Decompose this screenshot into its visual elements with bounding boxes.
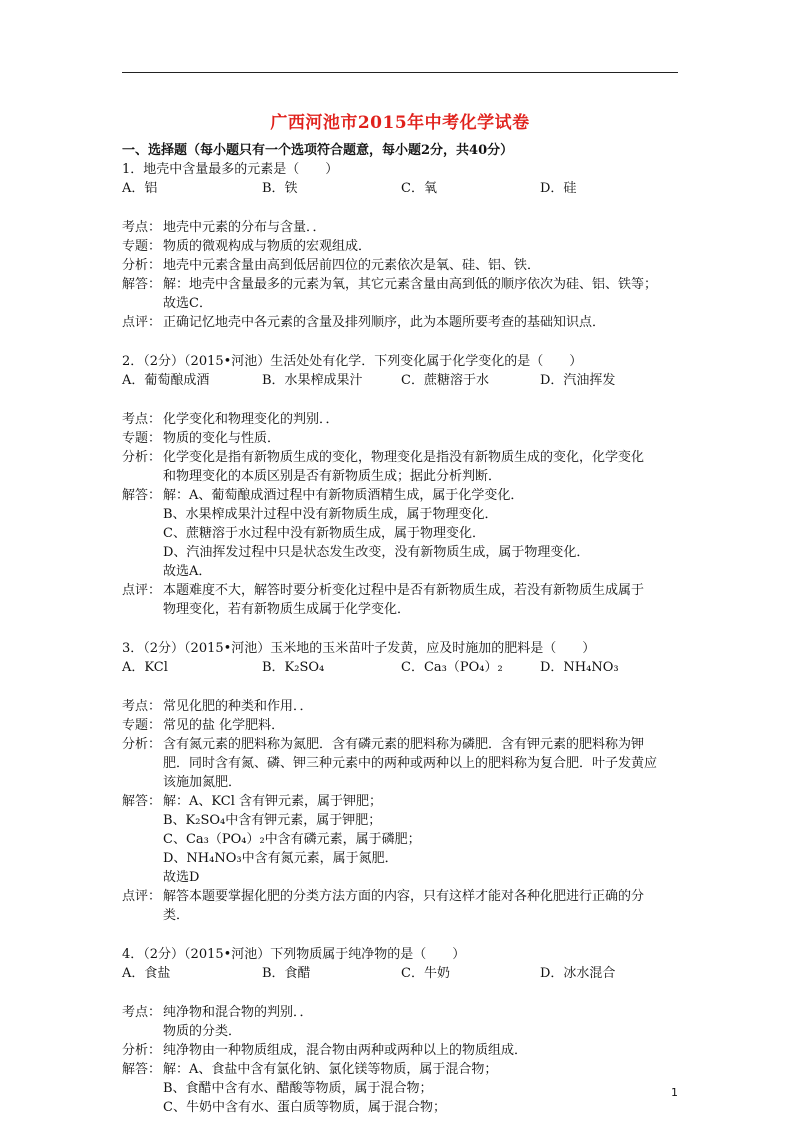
analysis-label: 分析： bbox=[122, 1043, 162, 1058]
analysis-text: 类． bbox=[163, 908, 190, 923]
analysis-text: 化学变化和物理变化的判别．． bbox=[163, 412, 339, 427]
analysis-row bbox=[122, 735, 682, 792]
option-d: D．冰水混合 bbox=[540, 966, 616, 981]
analysis-text: 肥．同时含有氮、磷、钾三种元素中的两种或两种以上的肥料称为复合肥．叶子发黄应 bbox=[163, 756, 658, 771]
analysis-text: 解：地壳中含量最多的元素为氧，其它元素含量由高到低的顺序依次为硅、铝、铁等； bbox=[163, 277, 658, 292]
analysis-text: 故选A． bbox=[163, 564, 212, 579]
analysis-text: B、水果榨成果汁过程中没有新物质生成，属于物理变化． bbox=[163, 507, 498, 522]
option-row bbox=[122, 371, 682, 390]
analysis-label: 专题： bbox=[122, 718, 162, 733]
analysis-text: 物理变化，若有新物质生成属于化学变化． bbox=[163, 602, 411, 617]
analysis-label: 解答： bbox=[122, 277, 162, 292]
option-row bbox=[122, 658, 682, 677]
analysis-label: 考点： bbox=[122, 699, 162, 714]
analysis-row bbox=[122, 237, 682, 256]
analysis-text: 物质的微观构成与物质的宏观组成． bbox=[163, 239, 372, 254]
option-b: B．K₂SO₄ bbox=[262, 660, 325, 675]
analysis-text: 常见化肥的种类和作用．． bbox=[163, 699, 313, 714]
analysis-text: 地壳中元素含量由高到低居前四位的元素依次是氧、硅、铝、铁． bbox=[163, 258, 541, 273]
analysis-label: 考点： bbox=[122, 220, 162, 235]
question-stem: 4．（2分）（2015•河池）下列物质属于纯净物的是（ ） bbox=[122, 947, 466, 962]
analysis-text: C、Ca₃（PO₄）₂中含有磷元素，属于磷肥； bbox=[163, 832, 421, 847]
analysis-row bbox=[122, 429, 682, 448]
analysis-text: 解答本题要掌握化肥的分类方法方面的内容，只有这样才能对各种化肥进行正确的分 bbox=[163, 889, 645, 904]
analysis-label: 考点： bbox=[122, 1005, 162, 1020]
analysis-text: 解：A、食盐中含有氯化钠、氯化镁等物质，属于混合物； bbox=[163, 1062, 498, 1077]
analysis-label: 解答： bbox=[122, 794, 162, 809]
analysis-row bbox=[122, 1022, 682, 1041]
analysis-text: 解：A、葡萄酿成酒过程中有新物质酒精生成，属于化学变化． bbox=[163, 488, 524, 503]
analysis-label: 专题： bbox=[122, 431, 162, 446]
analysis-label: 考点： bbox=[122, 412, 162, 427]
analysis-text: 地壳中元素的分布与含量．． bbox=[163, 220, 326, 235]
analysis-text: 该施加氮肥． bbox=[163, 775, 242, 790]
analysis-text: 和物理变化的本质区别是否有新物质生成；据此分析判断． bbox=[163, 469, 502, 484]
analysis-text: 含有氮元素的肥料称为氮肥．含有磷元素的肥料称为磷肥．含有钾元素的肥料称为钾 bbox=[163, 737, 645, 752]
analysis-text: 本题难度不大，解答时要分析变化过程中是否有新物质生成，若没有新物质生成属于 bbox=[163, 583, 645, 598]
question-stem: 2．（2分）（2015•河池）生活处处有化学．下列变化属于化学变化的是（ ） bbox=[122, 354, 583, 369]
analysis-row bbox=[122, 218, 682, 237]
analysis-text: 物质的分类． bbox=[163, 1024, 242, 1039]
option-b: B．水果榨成果汁 bbox=[262, 373, 363, 388]
analysis-text: 故选C． bbox=[163, 296, 212, 311]
page-title: 广西河池市2015年中考化学试卷 bbox=[270, 113, 530, 133]
analysis-label: 分析： bbox=[122, 258, 162, 273]
analysis-label: 解答： bbox=[122, 488, 162, 503]
analysis-row bbox=[122, 486, 682, 581]
option-a: A．铝 bbox=[122, 181, 158, 196]
analysis-row bbox=[122, 1041, 682, 1060]
question-block bbox=[122, 160, 682, 352]
analysis-text: C、牛奶中含有水、蛋白质等物质，属于混合物； bbox=[163, 1100, 446, 1115]
analysis-label: 分析： bbox=[122, 450, 162, 465]
analysis-label: 点评： bbox=[122, 315, 162, 330]
analysis-row bbox=[122, 887, 682, 925]
option-d: D．硅 bbox=[540, 181, 577, 196]
question-block bbox=[122, 945, 682, 1117]
option-b: B．食醋 bbox=[262, 966, 311, 981]
option-c: C．蔗糖溶于水 bbox=[401, 373, 489, 388]
question-stem: 3．（2分）（2015•河池）玉米地的玉米苗叶子发黄，应及时施加的肥料是（ ） bbox=[122, 641, 596, 656]
analysis-label: 点评： bbox=[122, 583, 162, 598]
analysis-label: 点评： bbox=[122, 889, 162, 904]
question-block bbox=[122, 352, 682, 639]
analysis-text: 故选D bbox=[163, 870, 200, 885]
analysis-text: B、食醋中含有水、醋酸等物质，属于混合物； bbox=[163, 1081, 433, 1096]
analysis-row bbox=[122, 256, 682, 275]
analysis-text: 化学变化是指有新物质生成的变化，物理变化是指没有新物质生成的变化，化学变化 bbox=[163, 450, 645, 465]
analysis-label bbox=[122, 1022, 163, 1041]
analysis-row bbox=[122, 448, 682, 486]
analysis-row bbox=[122, 716, 682, 735]
header-rule bbox=[122, 72, 678, 73]
analysis-text: 解：A、KCl 含有钾元素，属于钾肥； bbox=[163, 794, 382, 809]
analysis-text: 常见的盐 化学肥料． bbox=[163, 718, 285, 733]
analysis-text: 纯净物和混合物的判别．． bbox=[163, 1005, 313, 1020]
option-a: A．KCl bbox=[122, 660, 168, 675]
option-c: C．氧 bbox=[401, 181, 437, 196]
analysis-label: 专题： bbox=[122, 239, 162, 254]
document-body bbox=[122, 141, 682, 1117]
option-row bbox=[122, 964, 682, 983]
analysis-row bbox=[122, 1060, 682, 1117]
option-d: D．汽油挥发 bbox=[540, 373, 616, 388]
option-c: C．Ca₃（PO₄）₂ bbox=[401, 660, 503, 675]
question-list bbox=[122, 160, 682, 1117]
page-number: 1 bbox=[671, 1086, 678, 1099]
analysis-text: 物质的变化与性质． bbox=[163, 431, 281, 446]
analysis-text: 纯净物由一种物质组成，混合物由两种或两种以上的物质组成． bbox=[163, 1043, 528, 1058]
option-c: C．牛奶 bbox=[401, 966, 450, 981]
section-heading: 一、选择题（每小题只有一个选项符合题意，每小题2分，共40分） bbox=[122, 143, 514, 158]
analysis-row bbox=[122, 313, 682, 332]
option-row bbox=[122, 179, 682, 198]
analysis-row bbox=[122, 697, 682, 716]
option-b: B．铁 bbox=[262, 181, 298, 196]
analysis-label: 分析： bbox=[122, 737, 162, 752]
analysis-row bbox=[122, 581, 682, 619]
question-stem: 1．地壳中含量最多的元素是（ ） bbox=[122, 162, 339, 177]
analysis-text: D、NH₄NO₃中含有氮元素，属于氮肥． bbox=[163, 851, 398, 866]
option-a: A．食盐 bbox=[122, 966, 171, 981]
analysis-text: C、蔗糖溶于水过程中没有新物质生成，属于物理变化． bbox=[163, 526, 485, 541]
analysis-text: 正确记忆地壳中各元素的含量及排列顺序，此为本题所要考查的基础知识点． bbox=[163, 315, 606, 330]
analysis-row bbox=[122, 792, 682, 887]
option-a: A．葡萄酿成酒 bbox=[122, 373, 210, 388]
question-block bbox=[122, 639, 682, 945]
analysis-row bbox=[122, 1003, 682, 1022]
analysis-label: 解答： bbox=[122, 1062, 162, 1077]
analysis-row bbox=[122, 275, 682, 313]
analysis-row bbox=[122, 410, 682, 429]
option-d: D．NH₄NO₃ bbox=[540, 660, 619, 675]
analysis-text: B、K₂SO₄中含有钾元素，属于钾肥； bbox=[163, 813, 382, 828]
analysis-text: D、汽油挥发过程中只是状态发生改变，没有新物质生成，属于物理变化． bbox=[163, 545, 590, 560]
